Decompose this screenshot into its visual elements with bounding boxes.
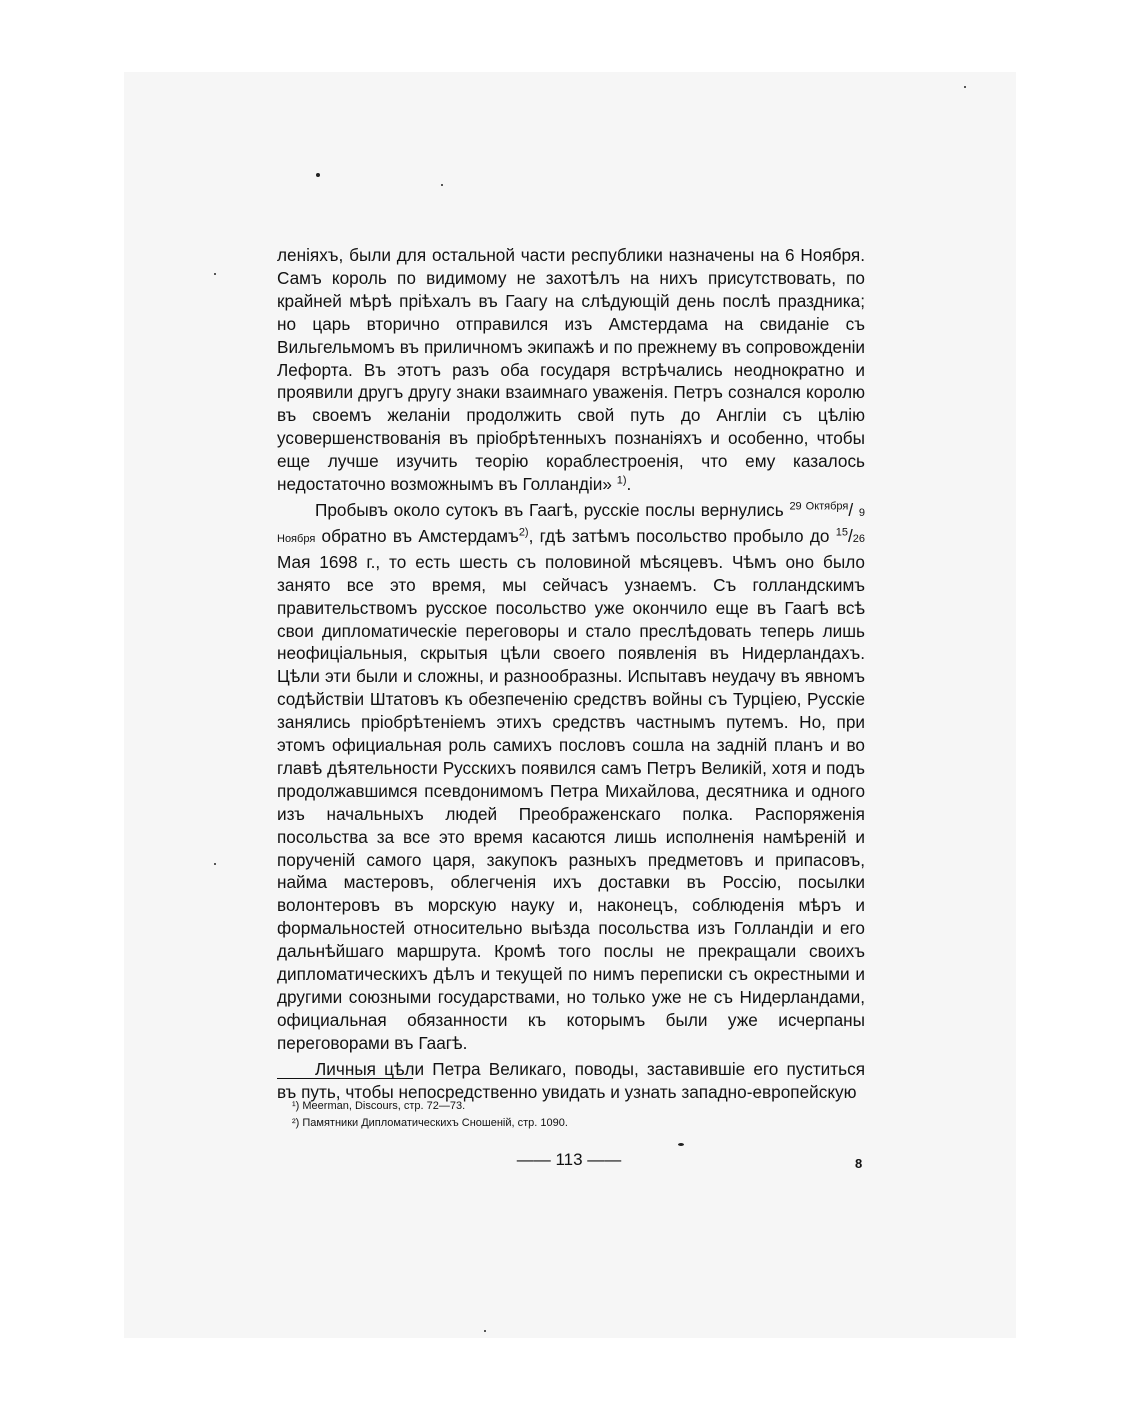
- footnote: [292, 1100, 465, 1112]
- footnote-ref: 2): [518, 526, 529, 539]
- scan-speck: [214, 863, 216, 865]
- footnote-ref: 1): [616, 474, 627, 487]
- date-fraction-top: 29 Октября: [789, 500, 849, 513]
- paragraph: [277, 1058, 865, 1104]
- footnote-text: Meerman, Discours, стр. 72—73.: [302, 1100, 466, 1112]
- paragraph-text: ленiяхъ, были для остальной части республики назначены на 6 Ноября. Самъ король по видимому не захотѣлъ на нихъ присутствовать, по крайней мѣрѣ прiѣхалъ въ Гаагу на слѣдующiй день послѣ праздника; но царь вторично отправился изъ Амстердама на свиданiе съ Вильгельмомъ въ приличномъ экипажѣ и по прежнему въ сопровожденiи Лефорта. Въ этотъ разъ оба государя встрѣчались неоднократно и проявили другъ другу знаки взаимнаго уваженiя. Петръ сознался королю въ своемъ желанiи продолжить свой путь до Англiи съ цѣлiю усовершенствованiя въ прiобрѣтенныхъ познанiяхъ и особенно, чтобы еще лучше изучить теорiю кораблестроенiя, что ему казалось недостаточно возможнымъ въ Голландiи»: [277, 245, 865, 495]
- date-fraction-top: 15: [835, 526, 848, 539]
- footnote-mark: ²): [292, 1117, 300, 1129]
- paragraph-text: , гдѣ затѣмъ посольство пробыло до: [528, 525, 830, 546]
- paragraph-text: Мая 1698 г., то есть шесть съ половиной мѣсяцевъ. Чѣмъ оно было занято все это время, мы сейчасъ узнаемъ. Съ голландскимъ правительствомъ русское посольство уже окончило еще въ Гаагѣ всѣ свои дипломатическiе переговоры и стало преслѣдовать теперь лишь неофицiальныя, скрытыя цѣли своего появленiя въ Нидерландахъ. Цѣли эти были и сложны, и разнообразны. Испытавъ неудачу въ явномъ содѣйствiи Штатовъ къ обезпеченiю средствъ войны съ Турцiею, Русскiе занялись прiобрѣтенiемъ этихъ средствъ частнымъ путемъ. Но, при этомъ официальная роль самихъ пословъ сошла на заднiй планъ и во главѣ дѣятельности Русскихъ появился самъ Петръ Великiй, хотя и подъ продолжавшимся псевдонимомъ Петра Михайлова, десятника и одного изъ начальныхъ людей Преображенскаго полка. Распоряженiя посольства за все это время касаются лишь исполненiя намѣренiй и порученiй самого царя, закупокъ разныхъ предметовъ и припасовъ, найма мастеровъ, облегченiя ихъ доставки въ Россiю, посылки волонтеровъ въ морскую науку и, наконецъ, соблюденiя мѣръ и формальностей относительно выѣзда посольства изъ Голландiи и его дальнѣйшаго маршрута. Кромѣ того послы не прекращали своихъ дипломатическихъ дѣлъ и текущей по нимъ переписки съ окрестными и другими союзными государствами, но только уже не съ Нидерландами, официальная обязанности къ которымъ были уже исчерпаны переговорами въ Гаагѣ.: [277, 551, 865, 1053]
- page-number: —— 113 ——: [516, 1150, 622, 1169]
- scan-speck: [316, 173, 320, 177]
- scan-speck: [441, 184, 443, 186]
- scan-speck: [964, 86, 966, 88]
- footnote-rule: [277, 1078, 413, 1079]
- scan-speck: [678, 1143, 684, 1146]
- signature-mark: 8: [855, 1156, 863, 1171]
- paragraph: Пробывъ около сутокъ въ Гаагѣ, русскiе послы вернулись $^{29 Октября}$/ 9 Ноября обратно въ Амстердамъ$^{2)}$, гдѣ затѣмъ посольство пробыло до $^{15}$/26 Мая 1698 г., то есть шесть съ половиной мѣсяцевъ. Чѣмъ оно было занято все это время, мы сейчасъ узнаемъ. Съ голландскимъ правительствомъ русское посольство уже окончило еще въ Гаагѣ всѣ свои дипломатическiе переговоры и стало преслѣдовать теперь лишь неофицiальныя, скрытыя цѣли своего появленiя въ Нидерландахъ. Цѣли эти были и сложны, и разнообразны. Испытавъ неудачу въ явномъ содѣйствiи Штатовъ къ обезпеченiю средствъ войны съ Турцiею, Русскiе занялись прiобрѣтенiемъ этихъ средствъ частнымъ путемъ. Но, при этомъ официальная роль самихъ пословъ сошла на заднiй планъ и во главѣ дѣятельности Русскихъ появился самъ Петръ Великiй, хотя и подъ продолжавшимся псевдонимомъ Петра Михайлова, десятника и одного изъ начальныхъ людей Преображенскаго полка. Распоряженiя посольства за все это время касаются лишь исполненiя намѣренiй и порученiй самого царя, закупокъ разныхъ предметовъ и припасовъ, найма мастеровъ, облегченiя ихъ доставки въ Россiю, посылки волонтеровъ въ морскую науку и, наконецъ, соблюденiя мѣръ и формальностей относительно выѣзда посольства изъ Голландiи и его дальнѣйшаго маршрута. Кромѣ того послы не прекращали своихъ дипломатическихъ дѣлъ и текущей по нимъ переписки съ окрестными и другими союзными государствами, но только уже не съ Нидерландами, официальная обязанности къ которымъ были уже исчерпаны переговорами въ Гаагѣ.: [277, 499, 865, 1053]
- paragraph-text: Пробывъ около сутокъ въ Гаагѣ, русскiе послы вернулись: [315, 499, 784, 520]
- paragraph-text: обратно въ Амстердамъ: [321, 525, 519, 546]
- paragraph: ленiяхъ, были для остальной части республики назначены на 6 Ноября. Самъ король по видимому не захотѣлъ на нихъ присутствовать, по крайней мѣрѣ прiѣхалъ въ Гаагу на слѣдующiй день послѣ праздника; но царь вторично отправился изъ Амстердама на свиданiе съ Вильгельмомъ въ приличномъ экипажѣ и по прежнему въ сопровожденiи Лефорта. Въ этотъ разъ оба государя встрѣчались неоднократно и проявили другъ другу знаки взаимнаго уваженiя. Петръ сознался королю въ своемъ желанiи продолжить свой путь до Англiи съ цѣлiю усовершенствованiя въ прiобрѣтенныхъ познанiяхъ и особенно, чтобы еще лучше изучить теорiю кораблестроенiя, что ему казалось недостаточно возможнымъ въ Голландiи» $^{1)}$.: [277, 245, 865, 495]
- footnote-mark: ¹): [292, 1100, 300, 1112]
- scan-speck: [214, 273, 216, 275]
- footnote-text: Памятники Дипломатическихъ Сношенiй, стр. 1090.: [302, 1117, 568, 1129]
- date-fraction-bottom: 9 Ноября: [277, 506, 865, 545]
- scan-speck: [484, 1330, 486, 1332]
- body-text: [277, 244, 865, 1104]
- date-fraction-bottom: 26: [852, 532, 865, 545]
- paragraph-text: Личныя цѣли Петра Великаго, поводы, заставившiе его пуститься въ путь, чтобы непосредственно увидать и узнать западно-европейскую: [277, 1058, 865, 1102]
- footnote: [292, 1117, 568, 1129]
